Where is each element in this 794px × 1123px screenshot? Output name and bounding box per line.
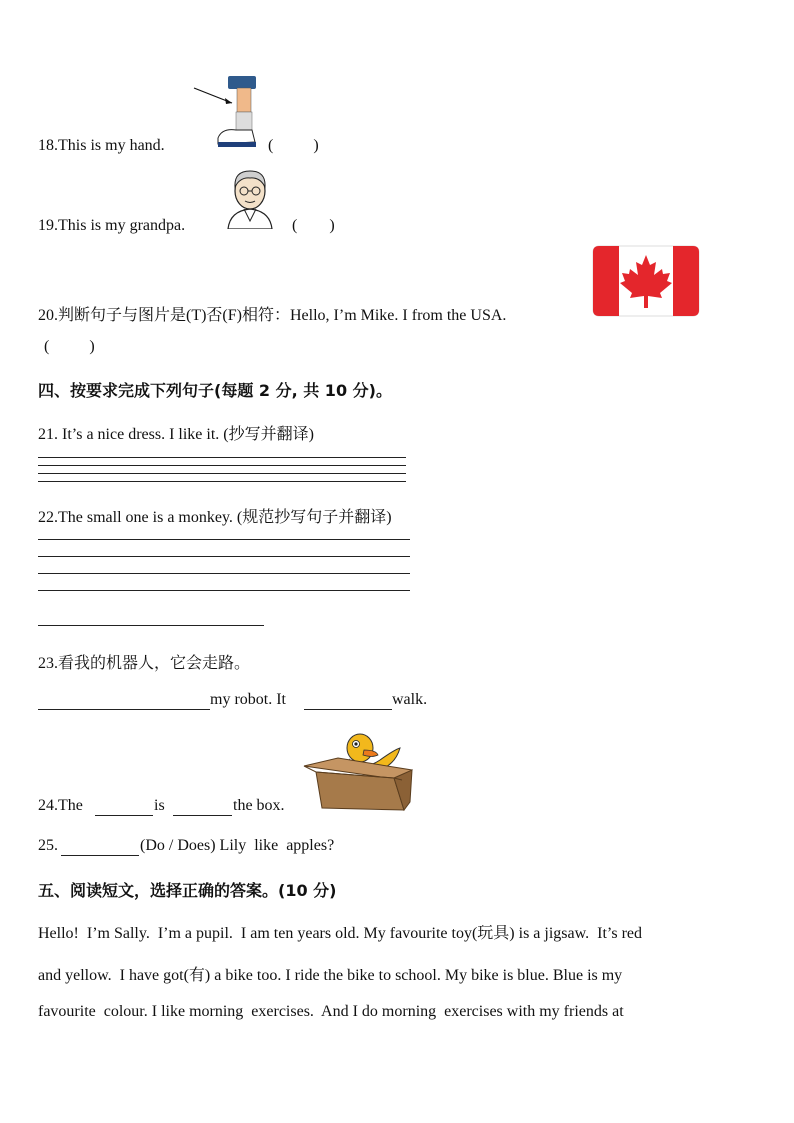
q25-prefix: 25. bbox=[38, 837, 58, 854]
q23-blank-2[interactable] bbox=[304, 709, 392, 710]
q21-writing-line-3[interactable] bbox=[38, 473, 406, 474]
q22-writing-line-5[interactable] bbox=[38, 625, 264, 626]
passage-line-1: Hello! I’m Sally. I’m a pupil. I am ten years old. My favourite toy(玩具) is a jigsaw. It’s red bbox=[38, 925, 643, 942]
q25-suffix: (Do / Does) Lily like apples? bbox=[140, 837, 335, 854]
q22-writing-line-3[interactable] bbox=[38, 573, 410, 574]
leg-with-sneaker-icon bbox=[192, 76, 262, 152]
q24-prefix: 24.The bbox=[38, 797, 83, 814]
q22-text: 22.The small one is a monkey. (规范抄写句子并翻译) bbox=[38, 509, 392, 526]
q24-blank-1[interactable] bbox=[95, 815, 153, 816]
q24-mid: is bbox=[154, 797, 165, 814]
q22-writing-line-2[interactable] bbox=[38, 556, 410, 557]
q21-writing-line-1[interactable] bbox=[38, 457, 406, 458]
q24-suffix: the box. bbox=[233, 797, 285, 814]
q20-answer-blank[interactable]: ( ) bbox=[44, 338, 95, 355]
q21-writing-line-4[interactable] bbox=[38, 481, 406, 482]
q19-text: 19.This is my grandpa. bbox=[38, 217, 186, 234]
q21-text: 21. It’s a nice dress. I like it. (抄写并翻译) bbox=[38, 426, 314, 443]
q20-text: 20.判断句子与图片是(T)否(F)相符：Hello, I’m Mike. I from the USA. bbox=[38, 307, 507, 324]
q25-blank[interactable] bbox=[61, 855, 139, 856]
canada-flag-icon bbox=[592, 245, 700, 317]
q18-answer-blank[interactable]: ( ) bbox=[268, 137, 319, 154]
passage-line-3: favourite colour. I like morning exercises. And I do morning exercises with my friends at bbox=[38, 1003, 624, 1020]
q23-blank-1[interactable] bbox=[38, 709, 210, 710]
q23-part1: my robot. It bbox=[210, 691, 286, 708]
duck-in-box-icon bbox=[302, 728, 416, 812]
q22-writing-line-1[interactable] bbox=[38, 539, 410, 540]
q19-answer-blank[interactable]: ( ) bbox=[292, 217, 335, 234]
q24-blank-2[interactable] bbox=[173, 815, 232, 816]
grandpa-portrait-icon bbox=[220, 165, 280, 229]
q23-part2: walk. bbox=[392, 691, 428, 708]
passage-line-2: and yellow. I have got(有) a bike too. I ride the bike to school. My bike is blue. Blue is my bbox=[38, 967, 623, 984]
q22-writing-line-4[interactable] bbox=[38, 590, 410, 591]
q18-text: 18.This is my hand. bbox=[38, 137, 165, 154]
q23-text: 23.看我的机器人，它会走路。 bbox=[38, 655, 251, 672]
q21-writing-line-2[interactable] bbox=[38, 465, 406, 466]
section5-heading: 五、阅读短文，选择正确的答案。(10 分) bbox=[38, 881, 337, 900]
section4-heading: 四、按要求完成下列句子(每题 2 分, 共 10 分)。 bbox=[38, 381, 392, 400]
